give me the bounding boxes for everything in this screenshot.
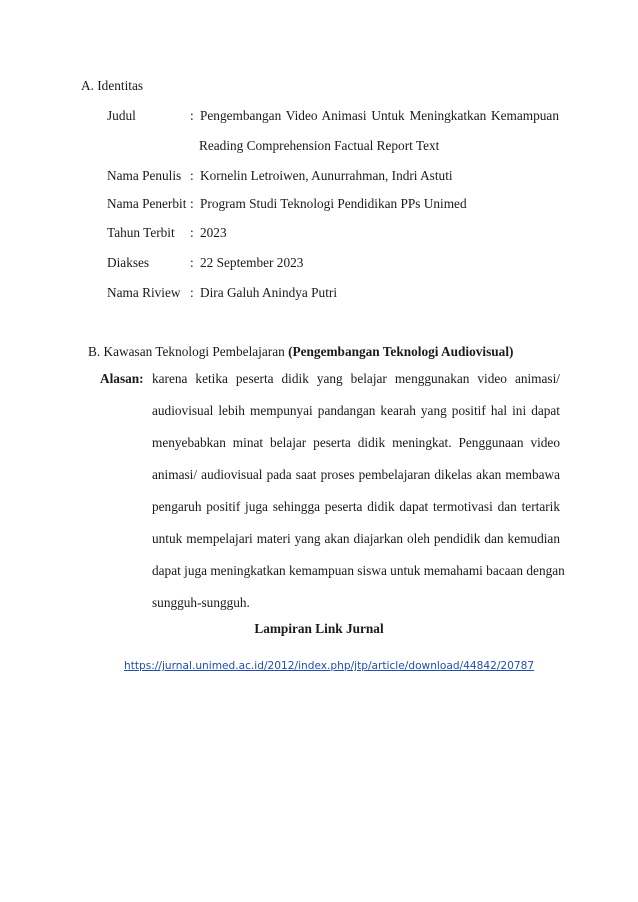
- identity-value-riview: Dira Galuh Anindya Putri: [200, 285, 338, 300]
- alasan-line: animasi/ audiovisual pada saat proses pembelajaran dikelas akan membawa: [152, 467, 560, 482]
- identity-colon: :: [190, 108, 194, 123]
- lampiran-title: Lampiran Link Jurnal: [254, 621, 384, 636]
- alasan-line: menyebabkan minat belajar peserta didik meningkat. Penggunaan video: [152, 435, 560, 450]
- identity-colon: :: [190, 255, 194, 270]
- alasan-line: karena ketika peserta didik yang belajar menggunakan video animasi/: [152, 371, 560, 386]
- section-b-heading-bold: (Pengembangan Teknologi Audiovisual): [288, 344, 514, 359]
- alasan-label: Alasan:: [100, 371, 144, 386]
- identity-colon: :: [190, 196, 194, 211]
- section-a-heading: A. Identitas: [81, 78, 144, 93]
- journal-link[interactable]: https://jurnal.unimed.ac.id/2012/index.php/jtp/article/download/44842/20787: [124, 660, 535, 672]
- alasan-line: audiovisual lebih mempunyai pandangan kearah yang positif hal ini dapat: [152, 403, 560, 418]
- identity-label-riview: Nama Riview: [107, 285, 181, 300]
- identity-colon: :: [190, 225, 194, 240]
- alasan-line: sungguh-sungguh.: [152, 595, 250, 610]
- section-b-heading: [88, 344, 513, 360]
- identity-colon: :: [190, 168, 194, 183]
- identity-value-penulis: Kornelin Letroiwen, Aunurrahman, Indri Astuti: [200, 168, 453, 183]
- identity-value-tahun: 2023: [200, 225, 227, 240]
- section-b-heading-prefix: B. Kawasan Teknologi Pembelajaran: [88, 344, 289, 359]
- identity-value-diakses: 22 September 2023: [200, 255, 304, 270]
- identity-label-tahun: Tahun Terbit: [107, 225, 175, 240]
- identity-label-penerbit: Nama Penerbit: [107, 196, 187, 211]
- alasan-line: pengaruh positif juga sehingga peserta didik dapat termotivasi dan tertarik: [152, 499, 560, 514]
- alasan-paragraph: [152, 371, 565, 627]
- identity-colon: :: [190, 285, 194, 300]
- identity-label-diakses: Diakses: [107, 255, 150, 270]
- identity-value-penerbit: Program Studi Teknologi Pendidikan PPs Unimed: [200, 196, 467, 211]
- alasan-line: untuk mempelajari materi yang akan diajarkan oleh pendidik dan kemudian: [152, 531, 560, 546]
- identity-value-judul-cont: Reading Comprehension Factual Report Text: [199, 138, 440, 153]
- identity-label-penulis: Nama Penulis: [107, 168, 182, 183]
- identity-value-judul: Pengembangan Video Animasi Untuk Meningkatkan Kemampuan: [200, 108, 559, 123]
- identity-label-judul: Judul: [107, 108, 136, 123]
- alasan-line: dapat juga meningkatkan kemampuan siswa untuk memahami bacaan dengan: [152, 563, 565, 578]
